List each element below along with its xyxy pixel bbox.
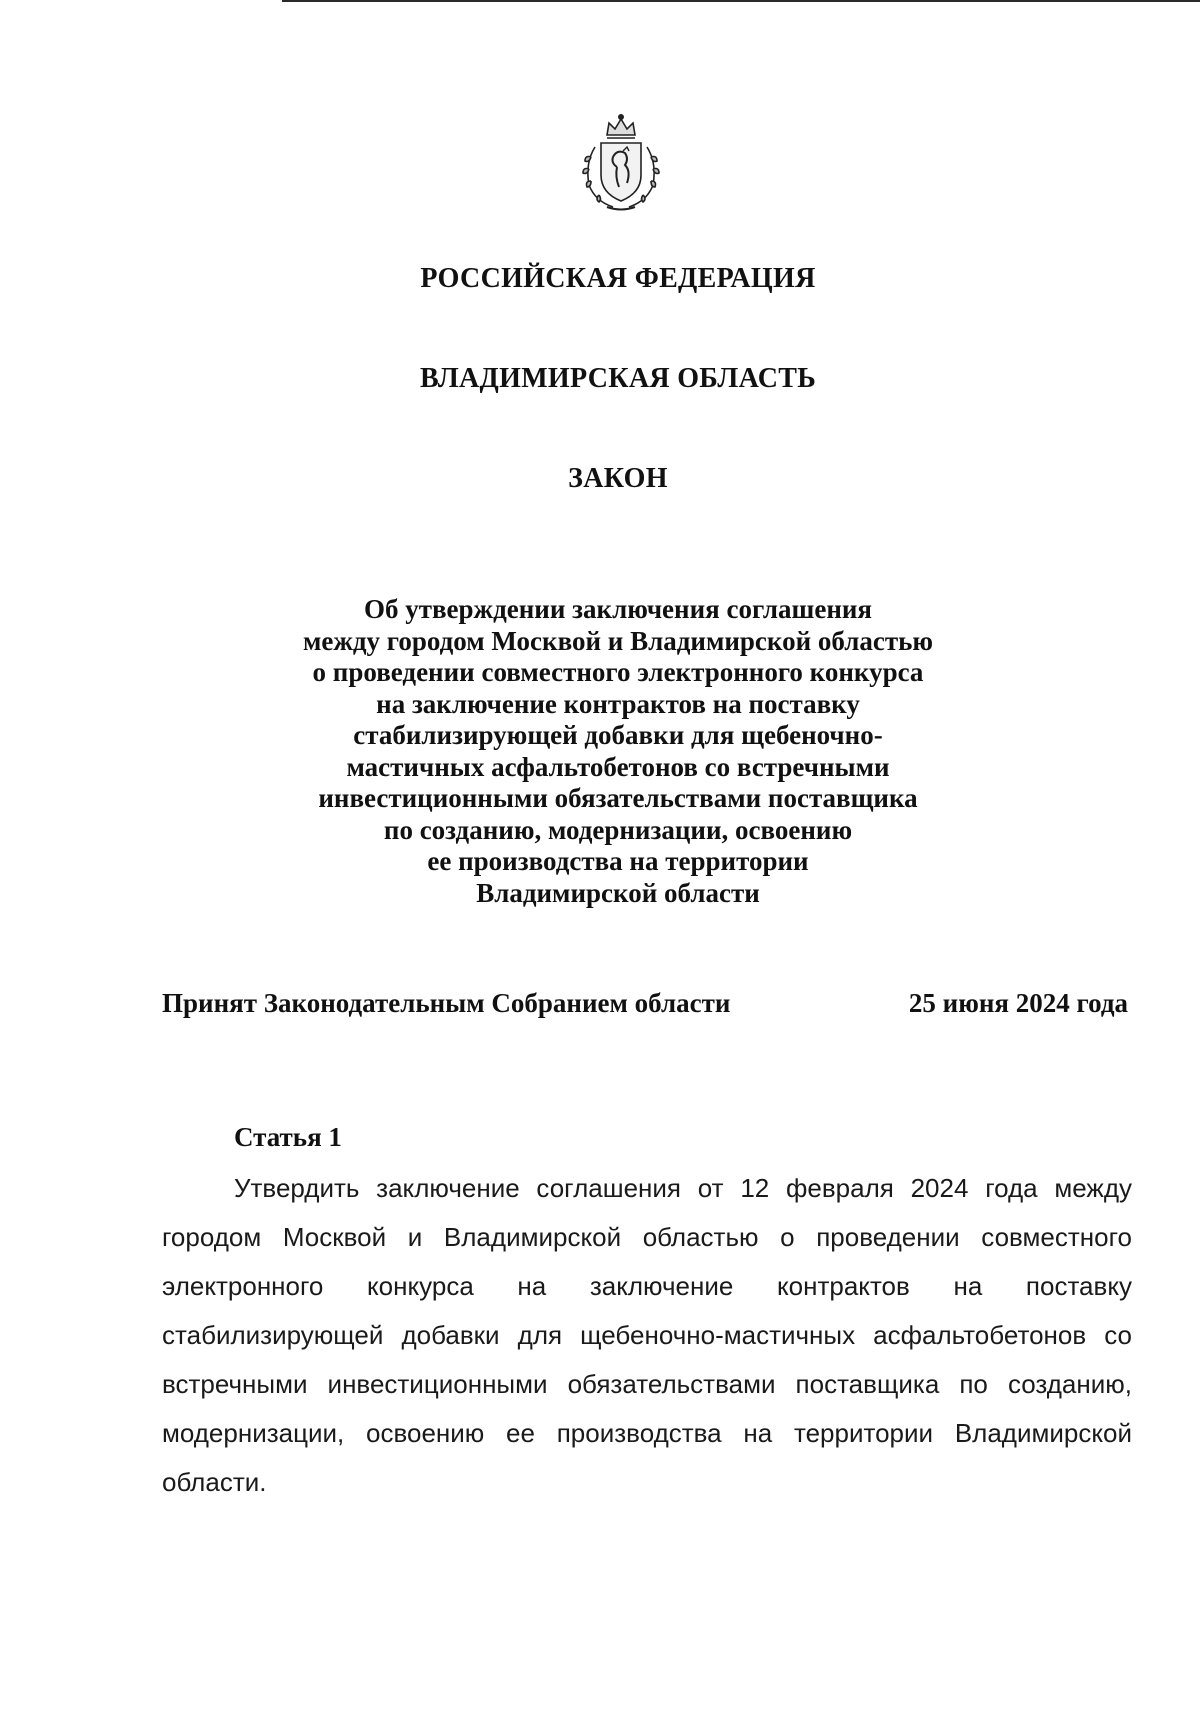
law-title-line: стабилизирующей добавки для щебеночно- <box>353 720 883 750</box>
law-title-line: на заключение контрактов на поставку <box>376 688 860 719</box>
document-type-heading: ЗАКОН <box>568 463 668 494</box>
law-title-line: мастичных асфальтобетонов со встречными <box>346 751 890 782</box>
article-text: Утвердить заключение соглашения от 12 февраля 2024 года между городом Москвой и Владимирской областью о проведении совместного электронного конкурса на заключение контрактов на поставку стабилизирующей добавки для щебеночно-мастичных асфальтобетонов со встречными инвестиционными обязательствами поставщика по созданию, модернизации, освоению ее производства на территории Владимирской области. <box>162 1173 1132 1497</box>
law-title-line: о проведении совместного электронного конкурса <box>312 657 924 687</box>
law-title-line: Владимирской области <box>476 877 760 908</box>
adopted-by: Принят Законодательным Собранием области <box>162 988 731 1018</box>
law-title-line: по созданию, модернизации, освоению <box>383 814 853 845</box>
law-title-line: между городом Москвой и Владимирской областью <box>302 625 934 656</box>
law-title-line: инвестиционными обязательствами поставщика <box>318 783 918 813</box>
top-rule <box>282 0 1200 2</box>
law-title-line: Об утверждении заключения соглашения <box>363 594 873 624</box>
region-heading: ВЛАДИМИРСКАЯ ОБЛАСТЬ <box>419 363 817 394</box>
adoption-line <box>162 988 1128 1022</box>
adoption-date: 25 июня 2024 года <box>908 988 1128 1018</box>
country-heading: РОССИЙСКАЯ ФЕДЕРАЦИЯ <box>420 263 816 294</box>
law-title-line: ее производства на территории <box>427 846 809 876</box>
coat-of-arms-icon <box>573 113 669 213</box>
law-title <box>0 594 1200 909</box>
article-heading: Статья 1 <box>234 1122 342 1152</box>
